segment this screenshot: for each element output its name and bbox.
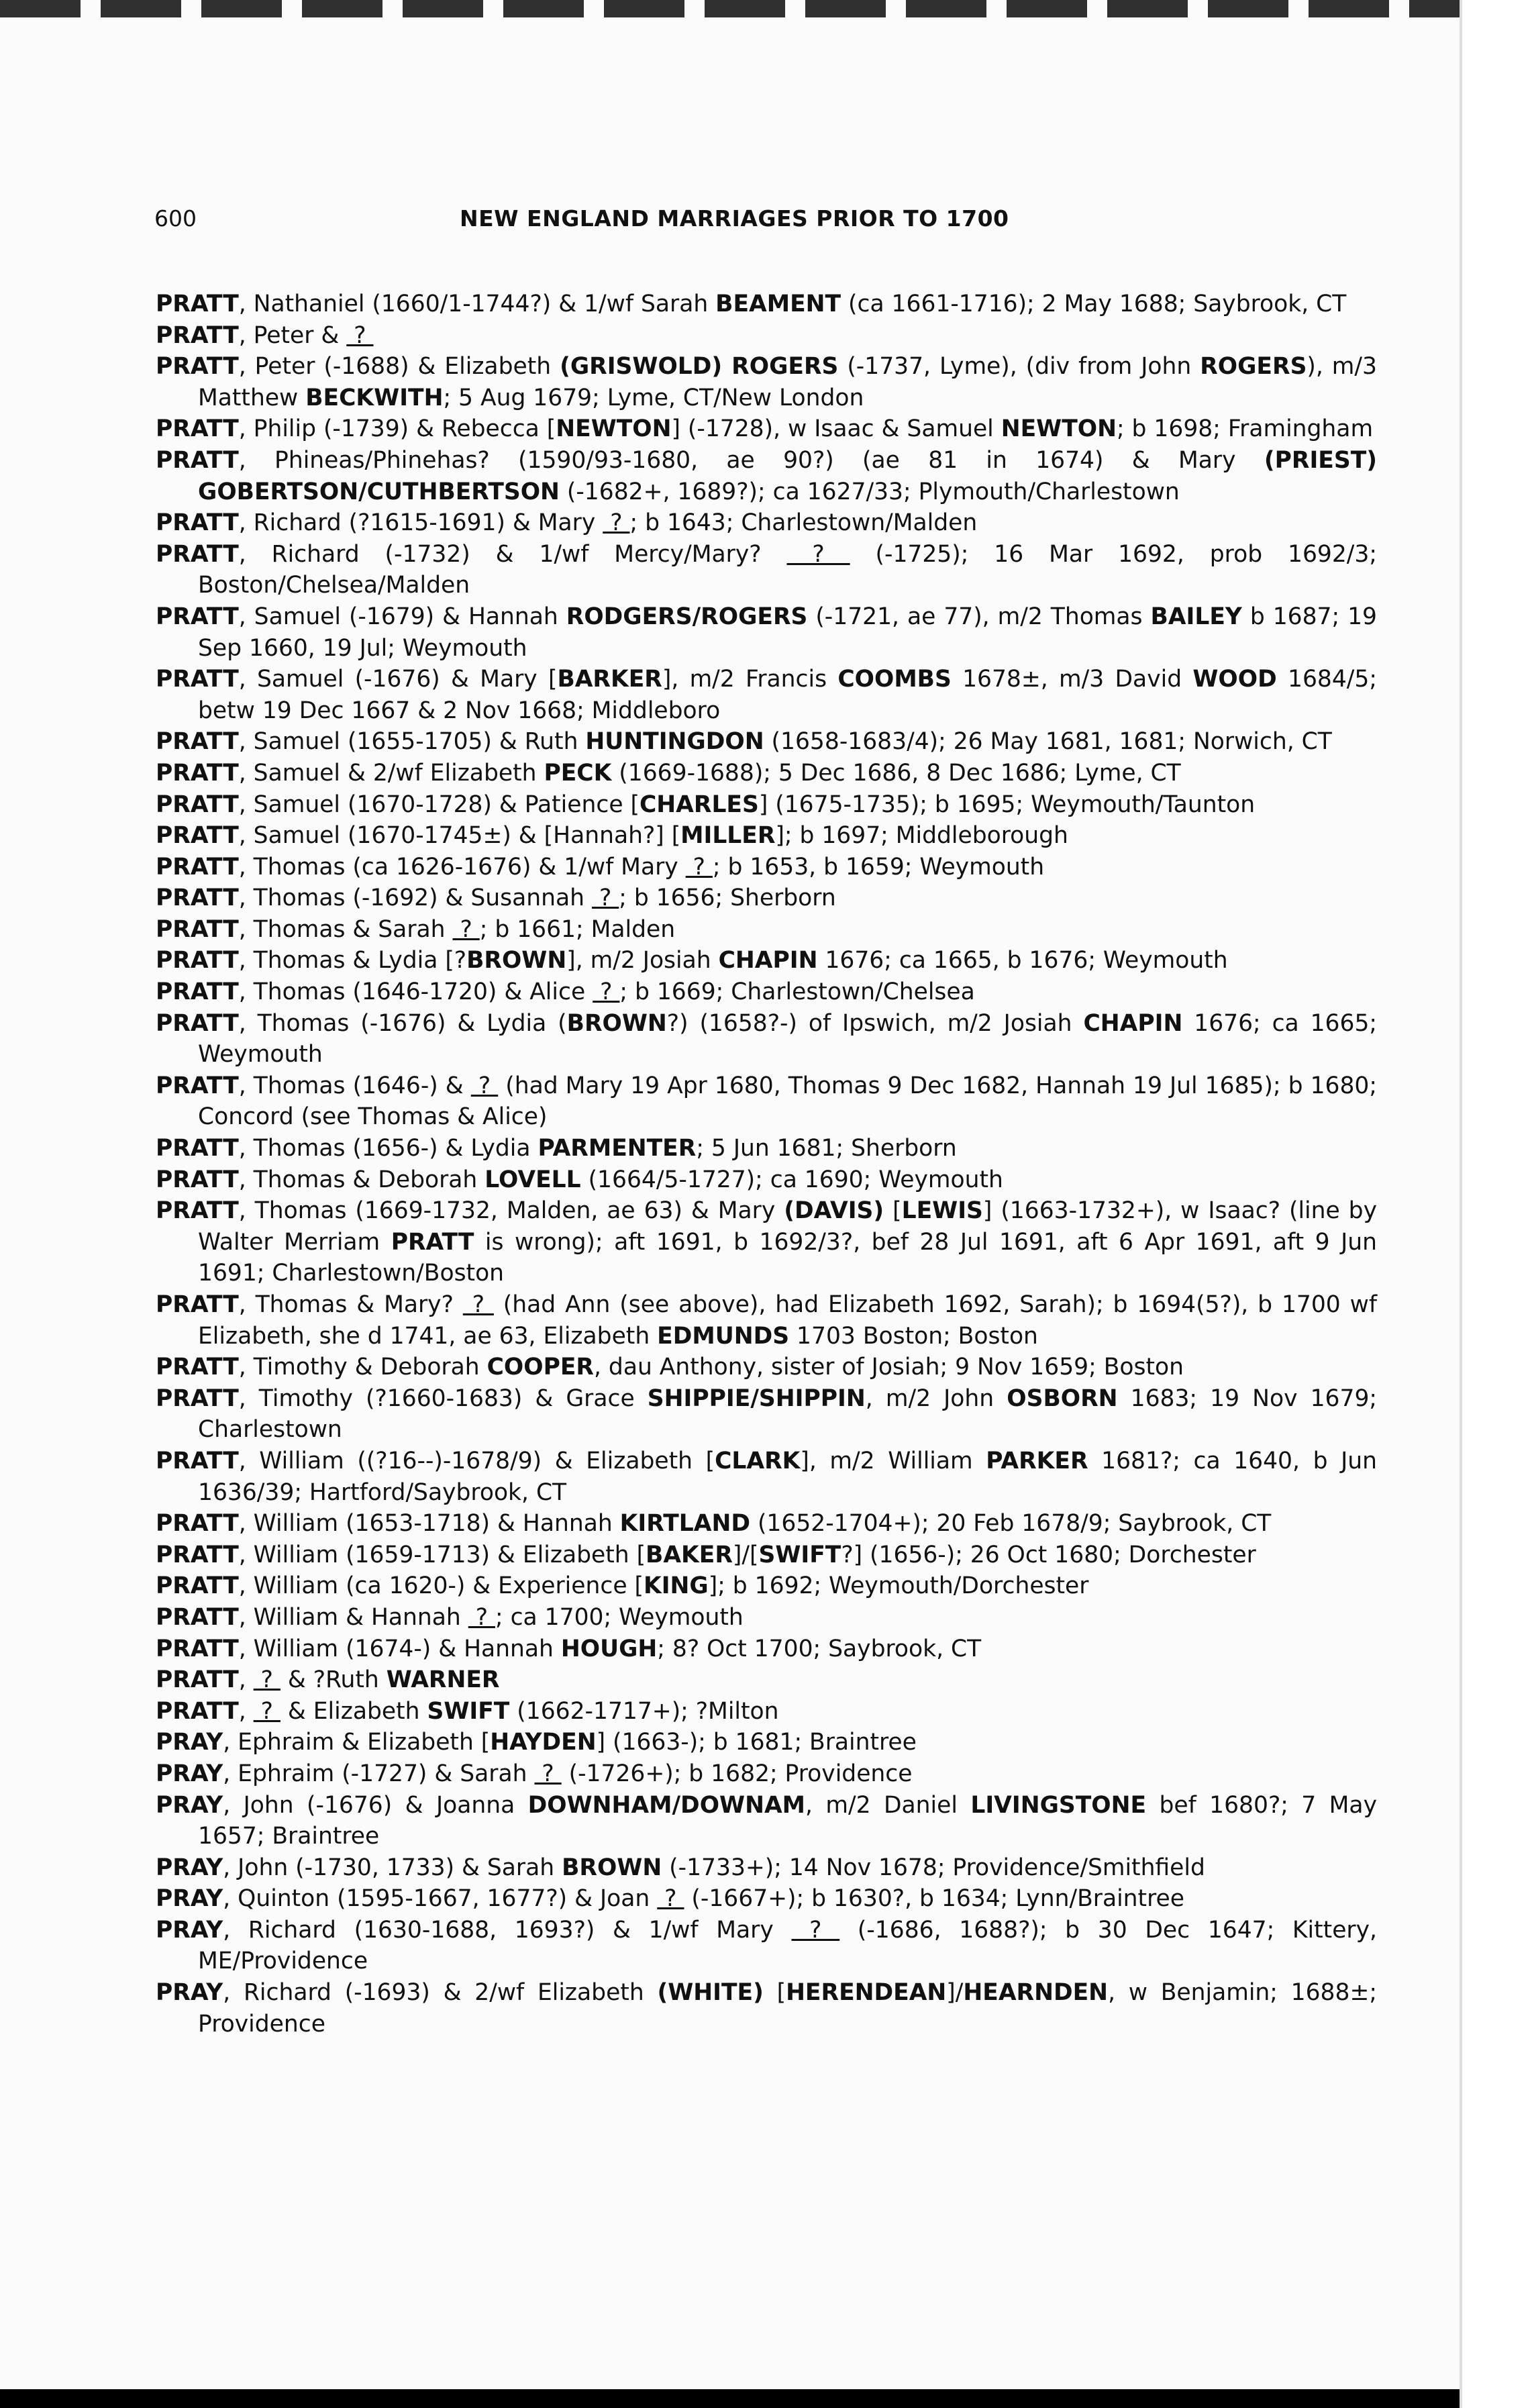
- page-header: [154, 205, 1389, 239]
- entry: PRATT, Phineas/Phinehas? (1590/93-1680, ae 90?) (ae 81 in 1674) & Mary (PRIEST) GOBERTSON/CUTHBERTSON (-1682+, 1689?); ca 1627/33; Plymouth/Charlestown: [156, 446, 1377, 505]
- entry: PRATT, Thomas & Sarah ? ; b 1661; Malden: [156, 915, 676, 943]
- entry: PRATT, Samuel (-1679) & Hannah RODGERS/ROGERS (-1721, ae 77), m/2 Thomas BAILEY b 1687; 19 Sep 1660, 19 Jul; Weymouth: [156, 603, 1377, 662]
- entry: PRATT, Richard (-1732) & 1/wf Mercy/Mary? ? (-1725); 16 Mar 1692, prob 1692/3; Boston/Chelsea/Malden: [156, 540, 1378, 599]
- entry: PRATT, Thomas & Deborah LOVELL (1664/5-1727); ca 1690; Weymouth: [156, 1166, 1003, 1193]
- entry: PRATT, Thomas (-1692) & Susannah ? ; b 1656; Sherborn: [156, 885, 836, 912]
- entry: PRATT, Peter (-1688) & Elizabeth (GRISWOLD) ROGERS (-1737, Lyme), (div from John ROGERS), m/3 Matthew BECKWITH; 5 Aug 1679; Lyme, CT/New London: [156, 353, 1377, 411]
- entry: PRATT, Samuel (1670-1745±) & [Hannah?] [MILLER]; b 1697; Middleborough: [156, 822, 1068, 850]
- entry: PRATT, William ((?16--)-1678/9) & Elizabeth [CLARK], m/2 William PARKER 1681?; ca 1640, b Jun 1636/39; Hartford/Saybrook, CT: [156, 1447, 1377, 1506]
- entry: PRATT, Peter & ?: [156, 321, 374, 349]
- scan-edge: [0, 0, 1460, 17]
- entry: PRATT, Thomas & Mary? ? (had Ann (see above), had Elizabeth 1692, Sarah); b 1694(5?), b 1700 wf Elizabeth, she d 1741, ae 63, Elizabeth EDMUNDS 1703 Boston; Boston: [156, 1291, 1378, 1350]
- entries-list: [156, 289, 1377, 2040]
- entry: PRATT, ? & Elizabeth SWIFT (1662-1717+); ?Milton: [156, 1697, 779, 1725]
- entry: PRATT, Philip (-1739) & Rebecca [NEWTON] (-1728), w Isaac & Samuel NEWTON; b 1698; Framingham: [156, 415, 1374, 443]
- entry: PRAY, Quinton (1595-1667, 1677?) & Joan ? (-1667+); b 1630?, b 1634; Lynn/Braintree: [156, 1885, 1184, 1913]
- entry: PRATT, Samuel (1670-1728) & Patience [CHARLES] (1675-1735); b 1695; Weymouth/Taunton: [156, 791, 1256, 818]
- entry: PRATT, Samuel (1655-1705) & Ruth HUNTINGDON (1658-1683/4); 26 May 1681, 1681; Norwich, CT: [156, 728, 1332, 756]
- page-number: 600: [154, 205, 197, 232]
- entry: PRATT, William (1659-1713) & Elizabeth [BAKER]/[SWIFT?] (1656-); 26 Oct 1680; Dorchester: [156, 1541, 1256, 1568]
- entry: PRAY, Ephraim & Elizabeth [HAYDEN] (1663-); b 1681; Braintree: [156, 1729, 917, 1756]
- entry: PRATT, Thomas (1669-1732, Malden, ae 63) & Mary (DAVIS) [LEWIS] (1663-1732+), w Isaac? (line by Walter Merriam PRATT is wrong); aft 1691, b 1692/3?, bef 28 Jul 1691, aft 6 Apr 1691, aft 9 Jun 1691; Charlestown/Boston: [156, 1197, 1377, 1287]
- page-title: NEW ENGLAND MARRIAGES PRIOR TO 1700: [460, 205, 1009, 232]
- page-margin: [1460, 0, 1532, 2408]
- entry: PRAY, John (-1730, 1733) & Sarah BROWN (-1733+); 14 Nov 1678; Providence/Smithfield: [156, 1854, 1205, 1881]
- entry: PRAY, Richard (-1693) & 2/wf Elizabeth (WHITE) [HERENDEAN]/HEARNDEN, w Benjamin; 1688±; Providence: [156, 1979, 1377, 2038]
- entry: PRATT, Richard (?1615-1691) & Mary ? ; b 1643; Charlestown/Malden: [156, 509, 978, 537]
- entry: PRATT, William (ca 1620-) & Experience [KING]; b 1692; Weymouth/Dorchester: [156, 1572, 1089, 1600]
- entry: PRATT, Thomas (-1676) & Lydia (BROWN?) (1658?-) of Ipswich, m/2 Josiah CHAPIN 1676; ca 1665; Weymouth: [156, 1009, 1378, 1068]
- entry: PRATT, Timothy & Deborah COOPER, dau Anthony, sister of Josiah; 9 Nov 1659; Boston: [156, 1354, 1184, 1381]
- entry: PRATT, Thomas (1646-1720) & Alice ? ; b 1669; Charlestown/Chelsea: [156, 979, 975, 1006]
- entry: PRATT, William (1653-1718) & Hannah KIRTLAND (1652-1704+); 20 Feb 1678/9; Saybrook, CT: [156, 1510, 1272, 1538]
- entry: PRATT, Thomas & Lydia [?BROWN], m/2 Josiah CHAPIN 1676; ca 1665, b 1676; Weymouth: [156, 947, 1228, 974]
- entry: PRAY, Richard (1630-1688, 1693?) & 1/wf Mary ? (-1686, 1688?); b 30 Dec 1647; Kittery, ME/Providence: [156, 1916, 1377, 1975]
- entry: PRATT, Thomas (ca 1626-1676) & 1/wf Mary ? ; b 1653, b 1659; Weymouth: [156, 853, 1045, 881]
- entry: PRATT, Thomas (1656-) & Lydia PARMENTER; 5 Jun 1681; Sherborn: [156, 1135, 957, 1162]
- entry: PRATT, William (1674-) & Hannah HOUGH; 8? Oct 1700; Saybrook, CT: [156, 1635, 982, 1662]
- entry: PRATT, Timothy (?1660-1683) & Grace SHIPPIE/SHIPPIN, m/2 John OSBORN 1683; 19 Nov 1679; Charlestown: [156, 1385, 1378, 1444]
- entry: PRAY, Ephraim (-1727) & Sarah ? (-1726+); b 1682; Providence: [156, 1760, 913, 1787]
- entry: PRAY, John (-1676) & Joanna DOWNHAM/DOWNAM, m/2 Daniel LIVINGSTONE bef 1680?; 7 May 1657; Braintree: [156, 1791, 1377, 1850]
- entry: PRATT, Samuel (-1676) & Mary [BARKER], m/2 Francis COOMBS 1678±, m/3 David WOOD 1684/5; betw 19 Dec 1667 & 2 Nov 1668; Middleboro: [156, 666, 1378, 724]
- entry: PRATT, Samuel & 2/wf Elizabeth PECK (1669-1688); 5 Dec 1686, 8 Dec 1686; Lyme, CT: [156, 759, 1181, 787]
- entry: PRATT, ? & ?Ruth WARNER: [156, 1666, 500, 1694]
- entry: PRATT, Thomas (1646-) & ? (had Mary 19 Apr 1680, Thomas 9 Dec 1682, Hannah 19 Jul 1685); b 1680; Concord (see Thomas & Alice): [156, 1072, 1377, 1131]
- entry: PRATT, Nathaniel (1660/1-1744?) & 1/wf Sarah BEAMENT (ca 1661-1716); 2 May 1688; Saybrook, CT: [156, 291, 1347, 317]
- entry: PRATT, William & Hannah ? ; ca 1700; Weymouth: [156, 1603, 744, 1631]
